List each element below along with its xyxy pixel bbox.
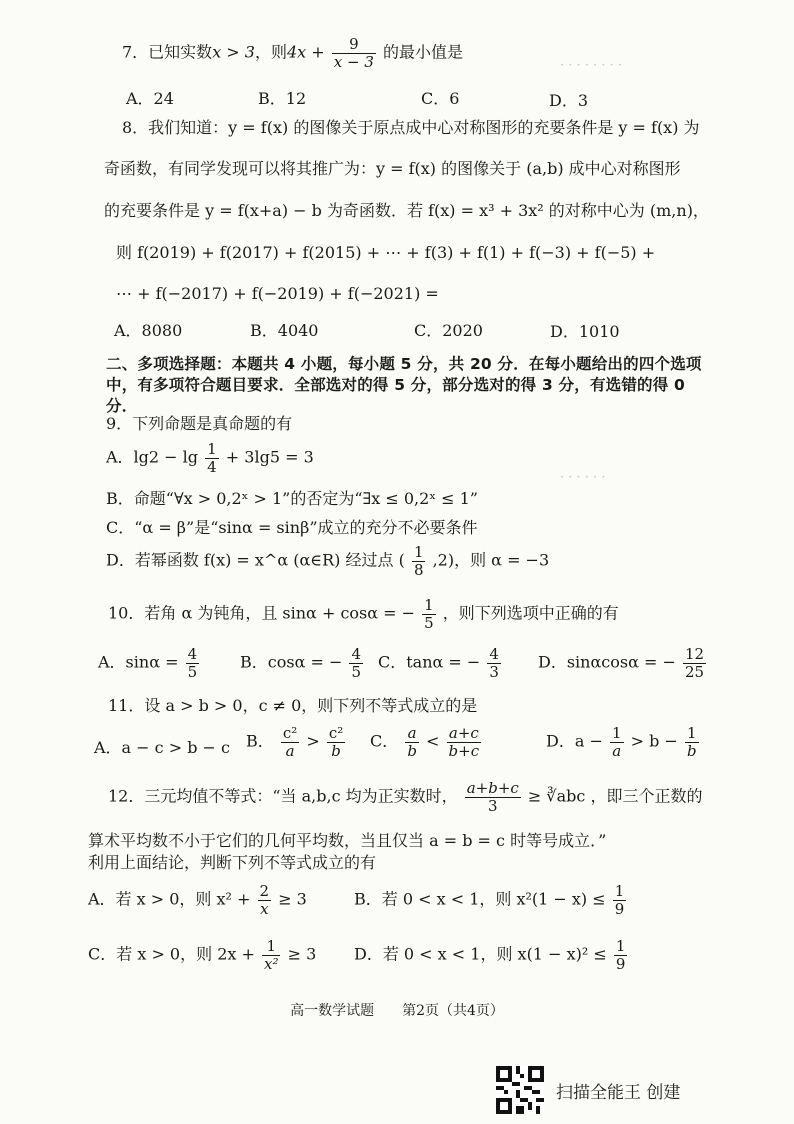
scanner-brand-label: 扫描全能王 创建 <box>556 1083 681 1103</box>
section-heading: 中，有多项符合题目要求．全部选对的得 5 分，部分选对的得 3 分，有选错的得 0 <box>106 376 686 394</box>
fraction: $\frac{1}{5}$ <box>424 596 434 632</box>
q9-option-d: D．若幂函数 f(x) = x^α (α∈R) 经过点 ( $\frac{1}{8}$ ,2)，则 α = −3 <box>106 543 550 579</box>
q7-option-c: C．6 <box>421 89 460 108</box>
section-heading: 分． <box>106 397 138 415</box>
q12-option-b: B．若 0 < x < 1，则 x²(1 − x) ≤ $\frac{1}{9}$ <box>354 882 625 918</box>
q11-option-b: B． $\frac{\text{c²}}{a}$ > $\frac{\text{c²}}{b}$ <box>246 724 344 760</box>
fraction: $\frac{9}{x - 3}$ <box>333 35 374 71</box>
fraction: $\frac{1}{9}$ <box>614 882 625 918</box>
fraction: $\frac{1}{b}$ <box>686 724 697 760</box>
fraction: $\frac{1}{4}$ <box>207 440 217 476</box>
fraction: $\frac{1}{a}$ <box>611 724 622 760</box>
fraction: $\frac{\text{c²}}{a}$ <box>282 724 298 760</box>
q11-option-d: D．a − $\frac{1}{a}$ > b − $\frac{1}{b}$ <box>546 724 697 760</box>
fraction: $\frac{a+b+c}{3}$ <box>466 779 519 815</box>
question-8-line: 奇函数，有同学发现可以将其推广为：y = f(x) 的图像关于 (a,b) 成中心对称图形 <box>104 159 681 178</box>
fraction: $\frac{2}{x}$ <box>259 882 270 918</box>
q7-option-d: D．3 <box>549 91 589 110</box>
q7-option-a: A．24 <box>126 89 174 108</box>
question-12-line: 利用上面结论，判断下列不等式成立的有 <box>88 853 377 872</box>
q10-option-d: D．sinαcosα = − $\frac{12}{25}$ <box>538 645 705 681</box>
question-9-stem: 9．下列命题是真命题的有 <box>106 414 293 433</box>
q11-option-c: C． $\frac{a}{b}$ < $\frac{a+c}{b+c}$ <box>370 724 480 760</box>
section-heading: 二、多项选择题：本题共 4 小题，每小题 5 分，共 20 分．在每小题给出的四个选项 <box>106 355 702 373</box>
fraction: $\frac{\text{c²}}{b}$ <box>328 724 344 760</box>
q10-option-c: C．tanα = − $\frac{4}{3}$ <box>378 645 499 681</box>
q12-option-c: C．若 x > 0，则 2x + $\frac{1}{\text{x²}}$ ≥ 3 <box>88 937 317 973</box>
fraction: $\frac{4}{5}$ <box>351 645 361 681</box>
q12-option-d: D．若 0 < x < 1，则 x(1 − x)² ≤ $\frac{1}{9}$ <box>354 937 626 973</box>
question-12-line: 算术平均数不小于它们的几何平均数，当且仅当 a = b = c 时等号成立．” <box>88 831 607 850</box>
fraction: $\frac{4}{3}$ <box>489 645 499 681</box>
fraction: $\frac{a}{b}$ <box>407 724 417 760</box>
q9-option-b: B．命题“∀x > 0,2ˣ > 1”的否定为“∃x ≤ 0,2ˣ ≤ 1” <box>106 489 478 508</box>
question-12-stem: 12．三元均值不等式：“当 a,b,c 均为正实数时， $\frac{a+b+c}{3}$ ≥ ∛abc ，即三个正数的 <box>108 779 703 815</box>
q10-option-b: B．cosα = − $\frac{4}{5}$ <box>240 645 361 681</box>
q7-option-b: B．12 <box>258 89 307 108</box>
fraction: $\frac{1}{\text{x²}}$ <box>264 937 279 973</box>
question-7-stem: 7．已知实数x > 3，则4x + $\frac{9}{x - 3}$ 的最小值是 <box>122 35 463 71</box>
question-8-line: 则 f(2019) + f(2017) + f(2015) + ⋯ + f(3) + f(1) + f(−3) + f(−5) + <box>116 243 656 262</box>
fraction: $\frac{a+c}{b+c}$ <box>448 724 480 760</box>
bleed-through-mark: · · · · · · · · <box>560 58 622 73</box>
fraction: $\frac{1}{8}$ <box>413 543 424 579</box>
question-10-stem: 10．若角 α 为钝角，且 sinα + cosα = − $\frac{1}{5}$ ，则下列选项中正确的有 <box>108 596 619 632</box>
fraction: $\frac{1}{9}$ <box>615 937 626 973</box>
q11-option-a: A．a − c > b − c <box>94 738 230 757</box>
fraction: $\frac{12}{25}$ <box>684 645 705 681</box>
q8-option-a: A．8080 <box>114 321 183 340</box>
page-footer: 高一数学试题 第2页（共4页） <box>290 1003 504 1019</box>
question-8-line: 8．我们知道：y = f(x) 的图像关于原点成中心对称图形的充要条件是 y = f(x) 为 <box>122 118 700 137</box>
question-8-line: ⋯ + f(−2017) + f(−2019) + f(−2021) = <box>116 284 439 303</box>
qr-code-icon <box>496 1066 544 1114</box>
q8-option-d: D．1010 <box>550 322 620 341</box>
q9-option-a: A．lg2 − lg $\frac{1}{4}$ + 3lg5 = 3 <box>106 440 314 476</box>
q8-option-c: C．2020 <box>414 321 483 340</box>
q9-option-c: C．“α = β”是“sinα = sinβ”成立的充分不必要条件 <box>106 518 478 537</box>
bleed-through-mark: · · · · · · <box>560 470 606 485</box>
q10-option-a: A．sinα = $\frac{4}{5}$ <box>98 645 198 681</box>
question-8-line: 的充要条件是 y = f(x+a) − b 为奇函数．若 f(x) = x³ + 3x² 的对称中心为 (m,n)， <box>104 201 709 220</box>
fraction: $\frac{4}{5}$ <box>187 645 198 681</box>
question-11-stem: 11．设 a > b > 0，c ≠ 0，则下列不等式成立的是 <box>108 696 478 715</box>
q12-option-a: A．若 x > 0，则 x² + $\frac{2}{x}$ ≥ 3 <box>88 882 307 918</box>
q8-option-b: B．4040 <box>250 321 319 340</box>
